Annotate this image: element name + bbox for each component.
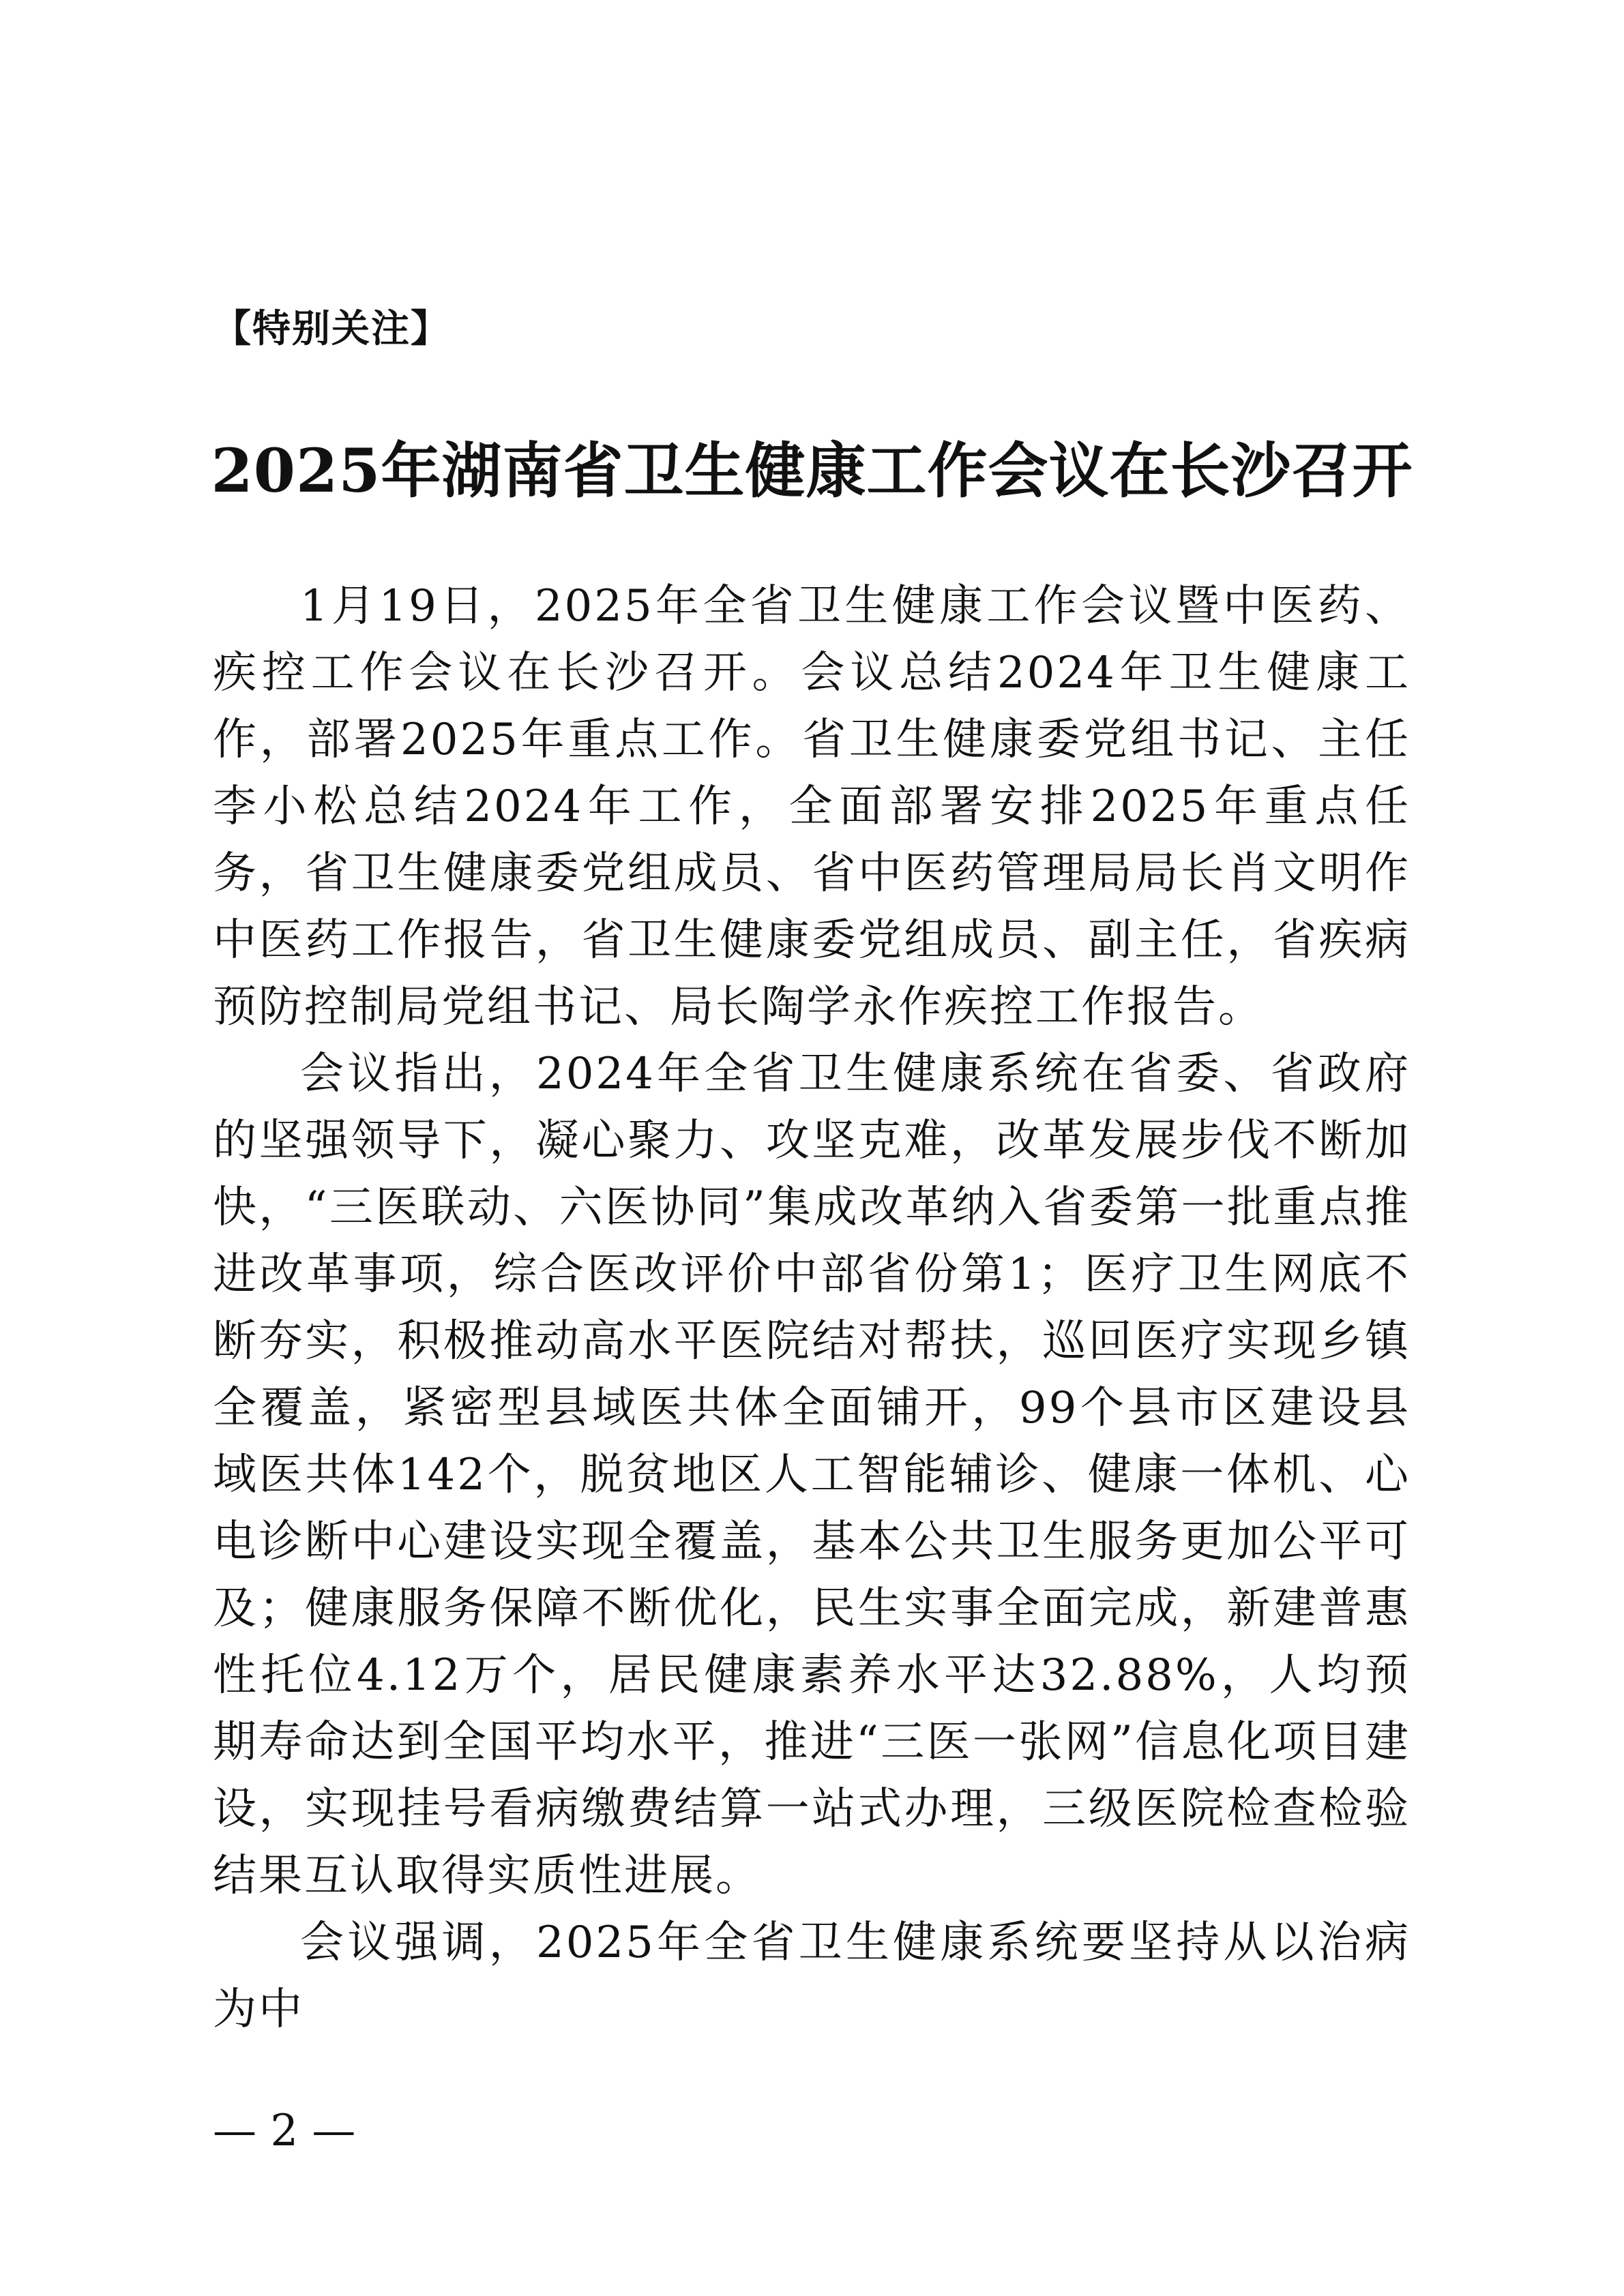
section-tag: 【特别关注】 (213, 307, 450, 351)
body-paragraph: 会议指出，2024年全省卫生健康系统在省委、省政府的坚强领导下，凝心聚力、攻坚克难，改革发展步伐不断加快，“三医联动、六医协同”集成改革纳入省委第一批重点推进改革事项，综合医改评价中部省份第1；医疗卫生网底不断夯实，积极推动高水平医院结对帮扶，巡回医疗实现乡镇全覆盖，紧密型县域医共体全面铺开，99个县市区建设县域医共体142个，脱贫地区人工智能辅诊、健康一体机、心电诊断中心建设实现全覆盖，基本公共卫生服务更加公平可及；健康服务保障不断优化，民生实事全面完成，新建普惠性托位4.12万个，居民健康素养水平达32.88%，人均预期寿命达到全国平均水平，推进“三医一张网”信息化项目建设，实现挂号看病缴费结算一站式办理，三级医院检查检验结果互认取得实质性进展。 (213, 1049, 1411, 1901)
article-body (213, 573, 1411, 2043)
body-paragraph: 会议强调，2025年全省卫生健康系统要坚持从以治病为中 (213, 1918, 1411, 2035)
body-paragraph: 1月19日，2025年全省卫生健康工作会议暨中医药、疾控工作会议在长沙召开。会议总结2024年卫生健康工作，部署2025年重点工作。省卫生健康委党组书记、主任李小松总结2024年工作，全面部署安排2025年重点任务，省卫生健康委党组成员、省中医药管理局局长肖文明作中医药工作报告，省卫生健康委党组成员、副主任，省疾病预防控制局党组书记、局长陶学永作疾控工作报告。 (213, 581, 1411, 1032)
article-title: 2025年湖南省卫生健康工作会议在长沙召开 (211, 435, 1413, 506)
page-number: — 2 — (213, 2106, 356, 2156)
